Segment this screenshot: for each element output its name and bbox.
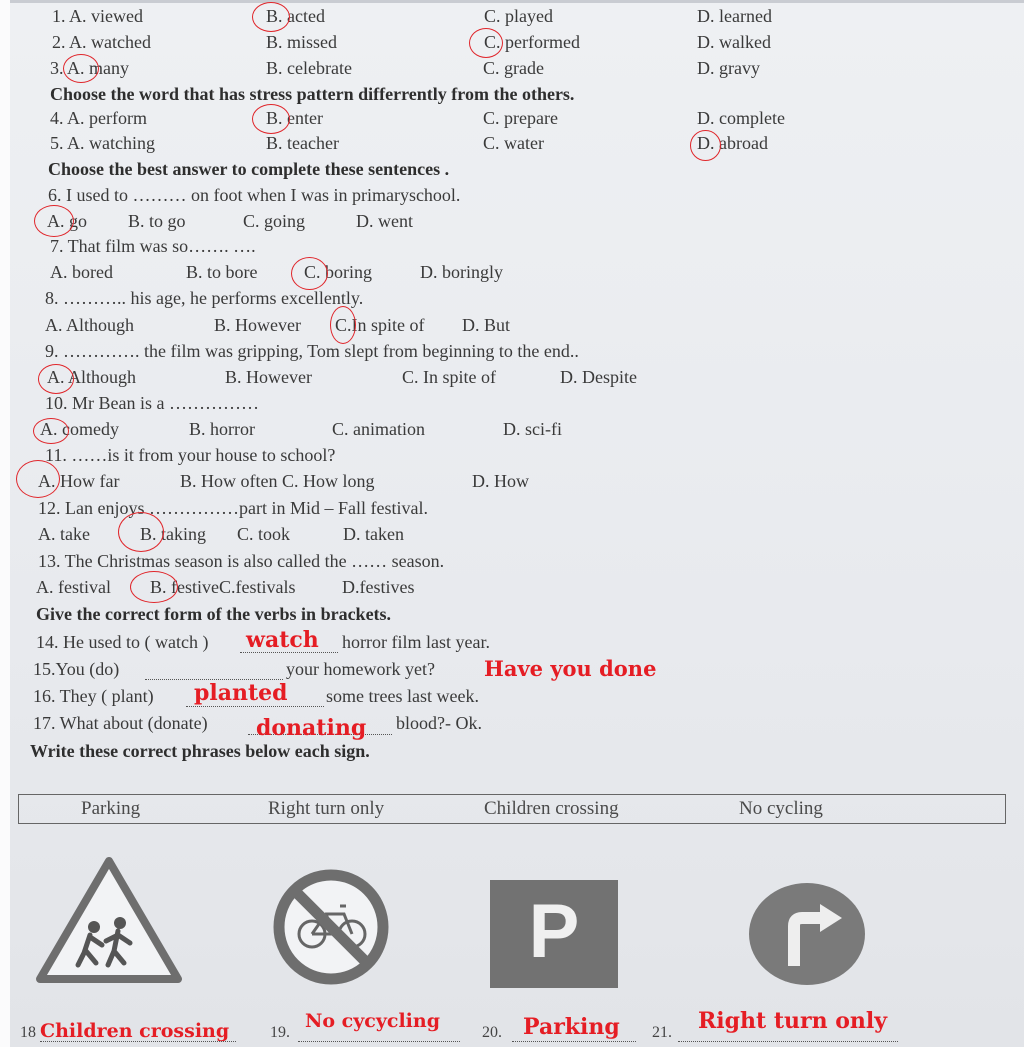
q9-option-c: C. In spite of (402, 367, 496, 387)
phrase-right-turn: Right turn only (268, 798, 385, 819)
children-crossing-sign-icon (34, 855, 184, 987)
q13-answer-circle (130, 571, 178, 603)
q14-suffix: horror film last year. (342, 632, 490, 652)
q11-answer-circle (16, 460, 60, 498)
q5-option-d: D. abroad (697, 133, 768, 153)
q12-option-a: A. take (38, 524, 90, 544)
question-6-options (0, 211, 1024, 237)
parking-sign-letter: P (528, 889, 580, 974)
q2-option-c: C. performed (484, 32, 580, 52)
q16-prefix: 16. They ( plant) (33, 686, 154, 706)
q10-option-d: D. sci-fi (503, 419, 562, 439)
q17-suffix: blood?- Ok. (396, 713, 482, 733)
q2-answer-circle (469, 28, 503, 58)
q2-option-a: 2. A. watched (52, 32, 151, 52)
q9-option-d: D. Despite (560, 367, 637, 387)
q6-option-a: A. go (47, 211, 87, 231)
answer-18-number: 18 (20, 1024, 36, 1041)
q17-answer: donating (256, 715, 367, 741)
question-10-options (0, 419, 1024, 445)
q13-option-a: A. festival (36, 577, 111, 597)
q1-option-b: B. acted (266, 6, 325, 26)
no-cycling-sign-icon (272, 868, 390, 986)
phrase-no-cycling: No cycling (739, 798, 823, 819)
q13-option-bc: B. festiveC.festivals (150, 577, 296, 597)
question-3 (0, 58, 1024, 84)
q2-option-d: D. walked (697, 32, 771, 52)
q13-option-d: D.festives (342, 577, 415, 597)
q4-option-a: 4. A. perform (50, 108, 147, 128)
top-edge (0, 0, 1024, 3)
q6-option-d: D. went (356, 211, 413, 231)
question-11-options (0, 471, 1024, 497)
q6-stem-text: 6. I used to ……… on foot when I was in primaryschool. (48, 185, 461, 205)
q10-option-a: A. comedy (40, 419, 119, 439)
q2-option-b: B. missed (266, 32, 338, 52)
q10-answer-circle (33, 418, 69, 444)
question-7-options (0, 262, 1024, 288)
q13-stem-text: 13. The Christmas season is also called the …… season. (38, 551, 445, 571)
question-9-stem (0, 341, 1024, 367)
q3-option-c: C. grade (483, 58, 544, 78)
answer-21-text: Right turn only (698, 1008, 888, 1034)
right-turn-sign-icon (748, 882, 866, 986)
q4-option-c: C. prepare (483, 108, 558, 128)
q6-answer-circle (34, 205, 74, 237)
q15-suffix: your homework yet? (286, 659, 435, 679)
q5-answer-circle (690, 130, 721, 161)
q12-stem-text: 12. Lan enjoys ……………part in Mid – Fall festival. (38, 498, 428, 518)
q9-option-a: A. Although (47, 367, 137, 387)
q3-option-d: D. gravy (697, 58, 760, 78)
q4-option-d: D. complete (697, 108, 785, 128)
phrase-children-crossing: Children crossing (484, 798, 619, 819)
q3-option-b: B. celebrate (266, 58, 352, 78)
question-6-stem (0, 185, 1024, 211)
q3-option-a: 3. A. many (50, 58, 129, 78)
answer-19-text: No cycycling (305, 1010, 440, 1032)
heading-signs-text: Write these correct phrases below each sign. (30, 741, 370, 761)
q10-option-b: B. horror (189, 419, 255, 439)
answer-19-number: 19. (270, 1024, 290, 1041)
q9-stem-text: 9. …………. the film was gripping, Tom slept from beginning to the end.. (45, 341, 579, 361)
question-1 (0, 6, 1024, 32)
q15-answer: Have you done (484, 656, 657, 681)
q8-stem-text: 8. ……….. his age, he performs excellently. (45, 288, 364, 308)
q16-answer: planted (194, 680, 288, 706)
answer-21-number: 21. (652, 1024, 672, 1041)
heading-verbs (0, 604, 1024, 630)
q9-option-b: B. However (225, 367, 312, 387)
q12-option-b: B. taking (140, 524, 206, 544)
heading-best-answer (0, 159, 1024, 185)
question-17 (0, 713, 1024, 739)
q8-answer-circle (330, 306, 356, 344)
q14-prefix: 14. He used to ( watch ) (36, 632, 209, 652)
q8-option-c: C.In spite of (335, 315, 425, 335)
heading-stress (0, 84, 1024, 110)
answer-18-text: Children crossing (40, 1020, 230, 1042)
q14-answer: watch (246, 627, 319, 653)
heading-best-text: Choose the best answer to complete these sentences . (48, 159, 450, 179)
question-8-options (0, 315, 1024, 341)
q11-stem-text: 11. ……is it from your house to school? (45, 445, 336, 465)
q17-prefix: 17. What about (donate) (33, 713, 208, 733)
q12-option-d: D. taken (343, 524, 404, 544)
answer-19-blank (298, 1040, 460, 1042)
q11-option-a: A. How far (38, 471, 120, 491)
heading-signs (0, 741, 1024, 767)
answer-18-blank (40, 1040, 236, 1042)
q8-option-b: B. However (214, 315, 301, 335)
answer-21-blank (678, 1040, 898, 1042)
question-9-options (0, 367, 1024, 393)
q8-option-d: D. But (462, 315, 511, 335)
q11-option-d: D. How (472, 471, 529, 491)
question-8-stem (0, 288, 1024, 314)
phrase-parking: Parking (81, 798, 141, 819)
question-16 (0, 686, 1024, 712)
q11-option-bc: B. How often C. How long (180, 471, 375, 491)
question-14 (0, 632, 1024, 658)
answer-20-blank (512, 1040, 636, 1042)
question-10-stem (0, 393, 1024, 419)
q3-answer-circle (63, 54, 99, 83)
q5-option-b: B. teacher (266, 133, 339, 153)
heading-verbs-text: Give the correct form of the verbs in brackets. (36, 604, 392, 624)
q4-option-b: B. enter (266, 108, 323, 128)
q16-suffix: some trees last week. (326, 686, 479, 706)
q9-answer-circle (38, 364, 74, 394)
q10-option-c: C. animation (332, 419, 425, 439)
question-7-stem (0, 236, 1024, 262)
q7-option-c: C. boring (304, 262, 373, 282)
q12-answer-circle (118, 512, 164, 552)
q6-option-c: C. going (243, 211, 306, 231)
q7-answer-circle (291, 257, 328, 290)
question-2 (0, 32, 1024, 58)
q6-option-b: B. to go (128, 211, 186, 231)
q4-answer-circle (252, 104, 290, 134)
q7-stem-text: 7. That film was so……. …. (50, 236, 256, 256)
q1-answer-circle (252, 2, 290, 32)
parking-sign-icon (490, 880, 618, 988)
q7-option-d: D. boringly (420, 262, 503, 282)
q5-option-c: C. water (483, 133, 544, 153)
q1-option-a: 1. A. viewed (52, 6, 143, 26)
heading-stress-text: Choose the word that has stress pattern differrently from the others. (50, 84, 575, 104)
q8-option-a: A. Although (45, 315, 135, 335)
q7-option-b: B. to bore (186, 262, 258, 282)
question-4 (0, 108, 1024, 134)
q10-stem-text: 10. Mr Bean is a …………… (45, 393, 259, 413)
q12-option-c: C. took (237, 524, 291, 544)
question-5 (0, 133, 1024, 159)
q1-option-c: C. played (484, 6, 553, 26)
answer-20-number: 20. (482, 1024, 502, 1041)
q5-option-a: 5. A. watching (50, 133, 155, 153)
q15-prefix: 15.You (do) (33, 659, 120, 679)
question-11-stem (0, 445, 1024, 471)
q1-option-d: D. learned (697, 6, 772, 26)
answer-20-text: Parking (523, 1014, 620, 1040)
q7-option-a: A. bored (50, 262, 113, 282)
sign-phrase-box (18, 794, 1006, 824)
